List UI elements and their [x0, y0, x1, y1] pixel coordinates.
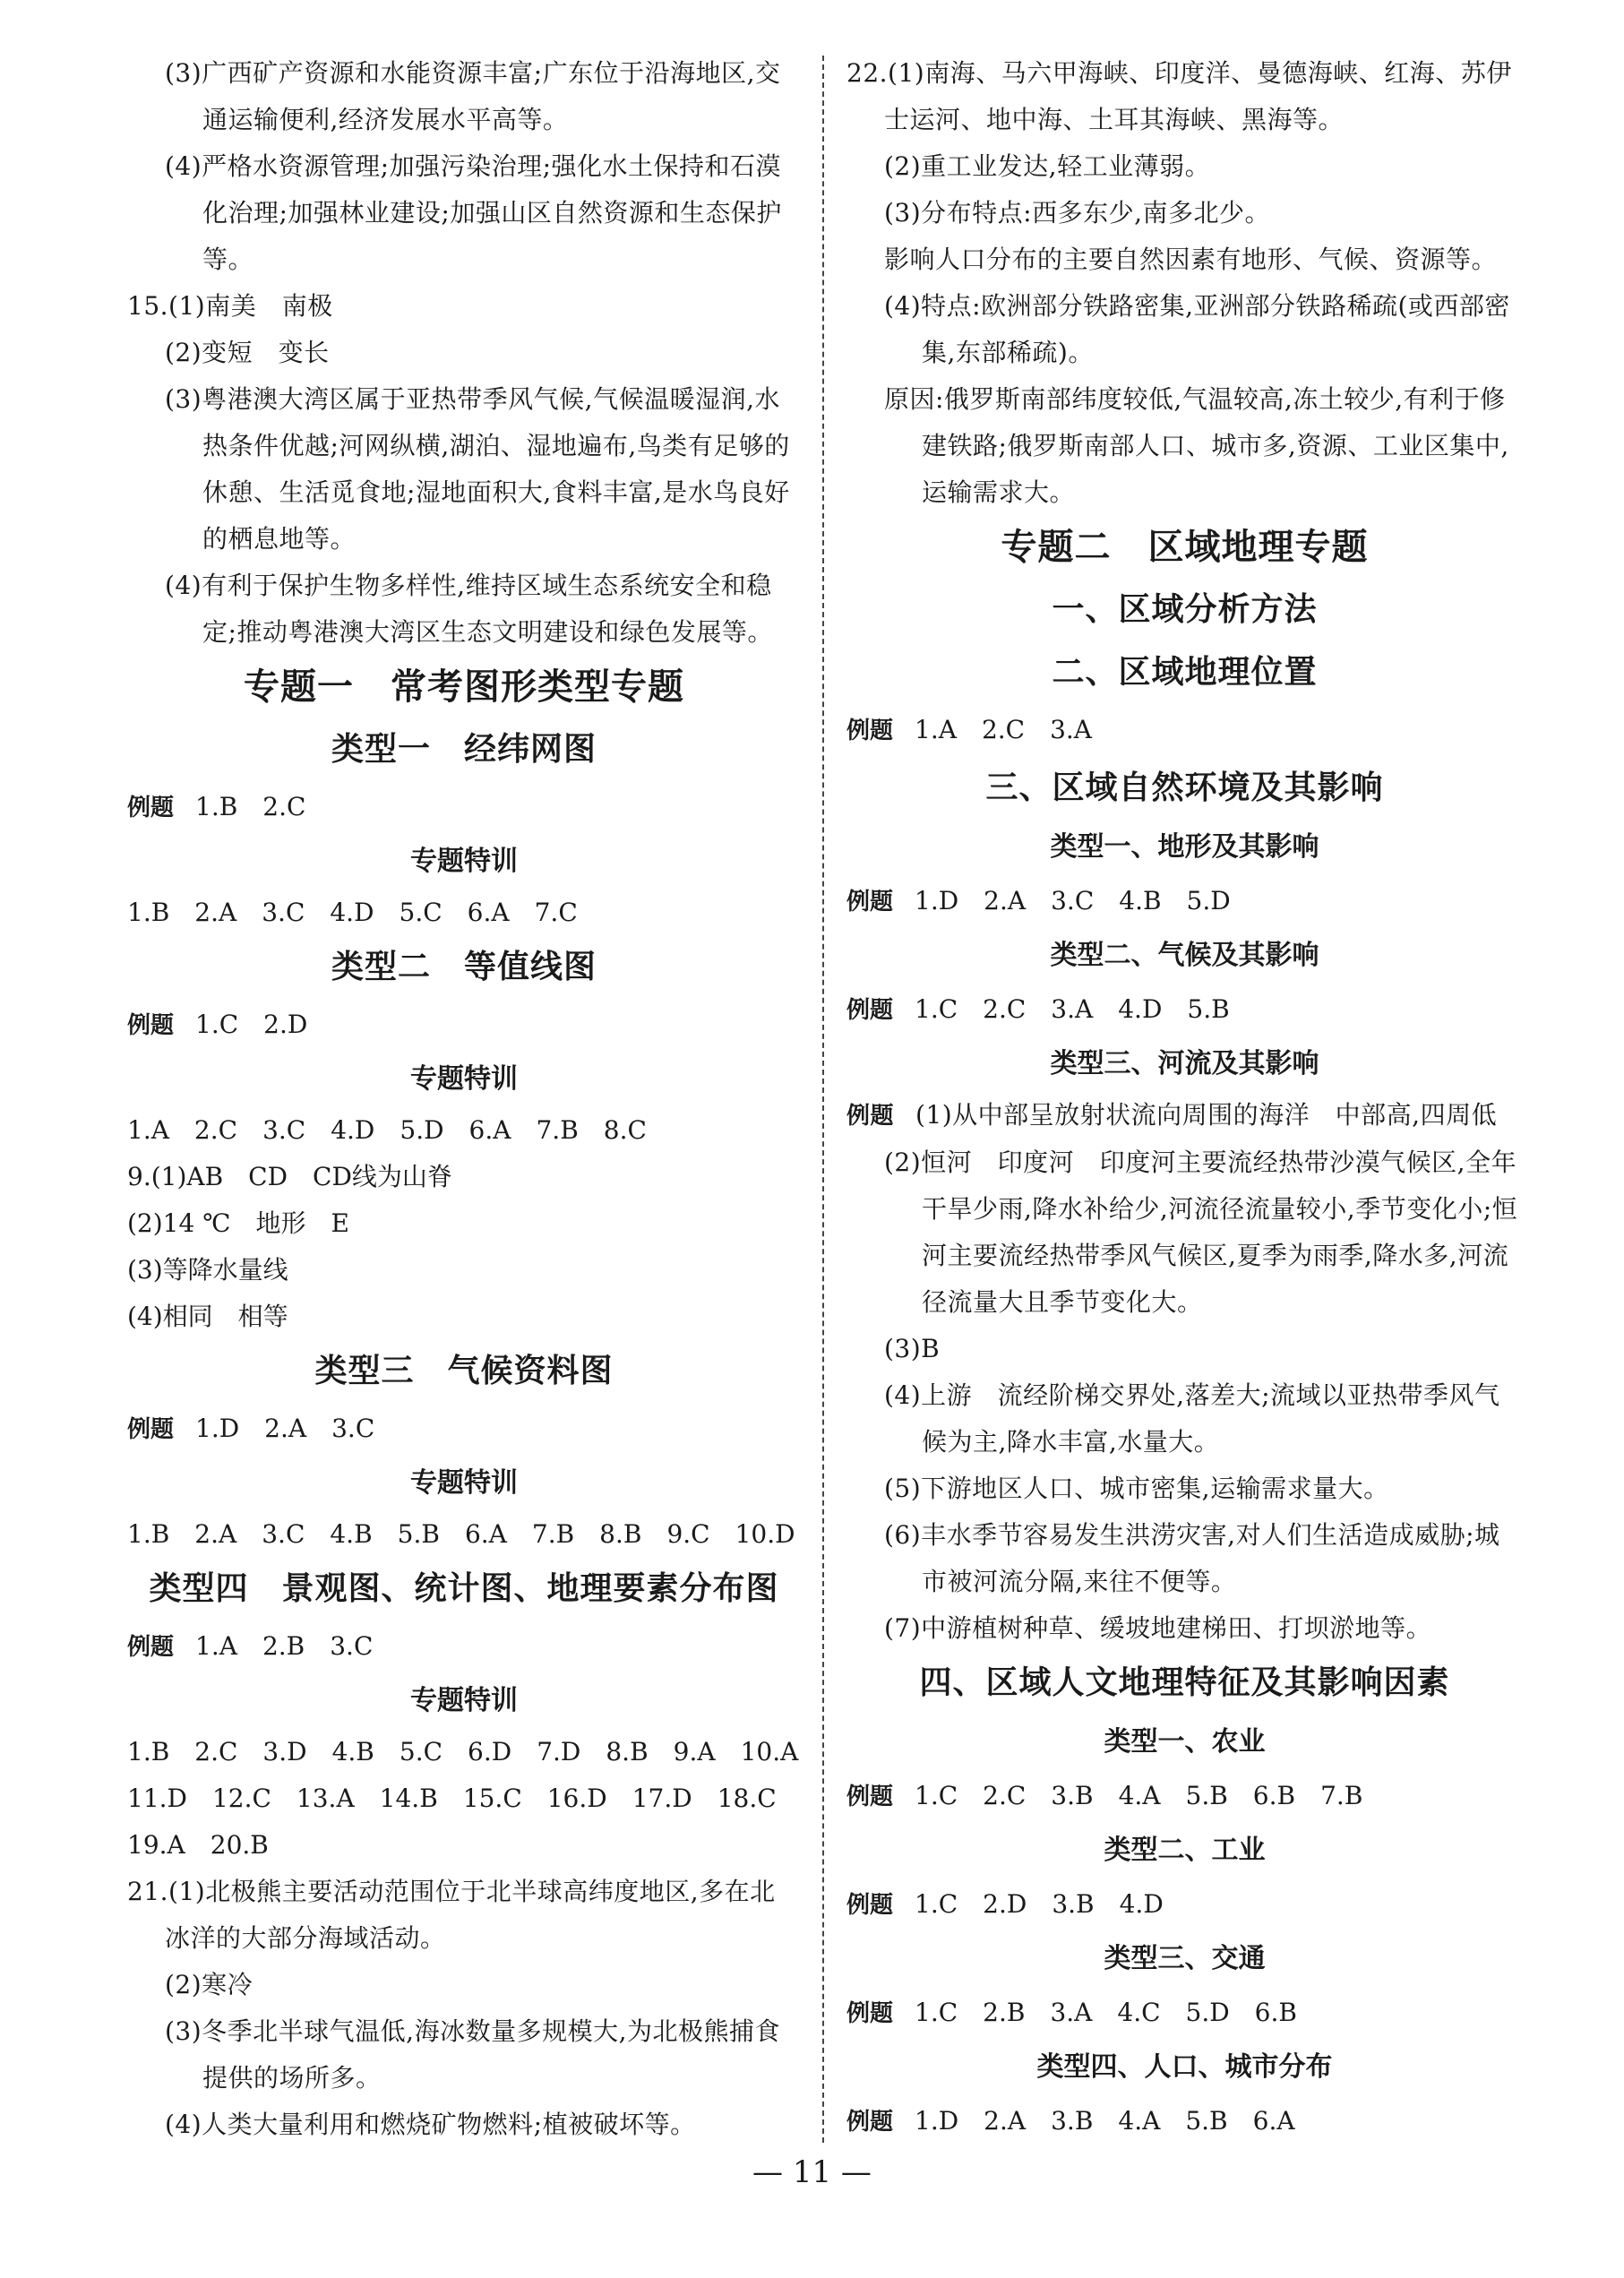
section4-type1-example: 例题 1.C 2.C 3.B 4.A 5.B 6.B 7.B — [846, 1781, 1363, 1810]
type3-example: 例题 1.D 2.A 3.C — [127, 1414, 375, 1443]
type2-example: 例题 1.C 2.D — [127, 1010, 308, 1039]
section3-type2-example: 例题 1.C 2.C 3.A 4.D 5.B — [846, 994, 1230, 1024]
section2-example: 例题 1.A 2.C 3.A — [846, 715, 1093, 744]
section4-type2-title: 类型二、工业 — [1104, 1835, 1266, 1866]
q9-part1: 9.(1)AB CD CD线为山脊 — [127, 1162, 452, 1191]
example-label: 例题 — [846, 997, 894, 1024]
q22-part2: (2)重工业发达,轻工业薄弱。 — [884, 151, 1211, 181]
section4-type3-title: 类型三、交通 — [1104, 1943, 1266, 1974]
section3-type2-title: 类型二、气候及其影响 — [1050, 940, 1319, 971]
type4-train-title: 专题特训 — [410, 1685, 518, 1716]
river-example-part1: 例题 (1)从中部呈放射状流向周围的海洋 中部高,四周低 — [846, 1100, 1498, 1130]
type4-train-answers-3: 19.A 20.B — [127, 1830, 269, 1860]
section3-title: 三、区域自然环境及其影响 — [985, 769, 1384, 806]
example-label: 例题 — [127, 1012, 175, 1039]
river-example-part5: (5)下游地区人口、城市密集,运输需求量大。 — [884, 1474, 1389, 1503]
river-example-part3: (3)B — [884, 1334, 941, 1363]
example-label: 例题 — [846, 889, 894, 915]
section4-type4-title: 类型四、人口、城市分布 — [1036, 2051, 1333, 2083]
section4-title: 四、区域人文地理特征及其影响因素 — [919, 1664, 1450, 1701]
type4-train-answers-1: 1.B 2.C 3.D 4.B 5.C 6.D 7.D 8.B 9.A 10.A — [127, 1737, 799, 1767]
type2-train-title: 专题特训 — [410, 1063, 518, 1095]
river-example-part4: (4)上游 流经阶梯交界处,落差大;流域以亚热带季风气候为主,降水丰富,水量大。 — [884, 1380, 1500, 1457]
topic1-title: 专题一 常考图形类型专题 — [244, 666, 684, 708]
example-label: 例题 — [127, 795, 175, 821]
section3-type1-example: 例题 1.D 2.A 3.C 4.B 5.D — [846, 886, 1231, 915]
river-example-part2: (2)恒河 印度河 印度河主要流经热带沙漠气候区,全年干旱少雨,降水补给少,河流径流量较小,季节变化小;恒河主要流经热带季风气候区,夏季为雨季,降水多,河流径流量大且季节变化大。 — [884, 1148, 1518, 1317]
q22-part3b: 影响人口分布的主要自然因素有地形、气候、资源等。 — [884, 245, 1498, 274]
example-label: 例题 — [846, 1892, 894, 1919]
type4-train-answers-2: 11.D 12.C 13.A 14.B 15.C 16.D 17.D 18.C — [127, 1784, 777, 1813]
example-label: 例题 — [846, 2109, 894, 2136]
type2-title: 类型二 等值线图 — [331, 949, 597, 985]
example-label: 例题 — [127, 1416, 175, 1443]
q15-part4: (4)有利于保护生物多样性,维持区域生态系统安全和稳定;推动粤港澳大湾区生态文明建设和绿色发展等。 — [165, 571, 773, 647]
right-column — [846, 50, 1523, 2148]
q14-part4: (4)严格水资源管理;加强污染治理;强化水土保持和石漠化治理;加强林业建设;加强山区自然资源和生态保护等。 — [165, 151, 782, 274]
q9-part3: (3)等降水量线 — [127, 1255, 288, 1285]
q14-part3: (3)广西矿产资源和水能资源丰富;广东位于沿海地区,交通运输便利,经济发展水平高等。 — [165, 58, 781, 134]
q21-part3: (3)冬季北半球气温低,海冰数量多规模大,为北极熊捕食提供的场所多。 — [165, 2016, 780, 2093]
section2-title: 二、区域地理位置 — [1052, 654, 1318, 691]
section4-type3-example: 例题 1.C 2.B 3.A 4.C 5.D 6.B — [846, 1998, 1297, 2027]
q9-part4: (4)相同 相等 — [127, 1302, 288, 1331]
type2-train-answers: 1.A 2.C 3.C 4.D 5.D 6.A 7.B 8.C — [127, 1115, 647, 1145]
section4-type1-title: 类型一、农业 — [1104, 1726, 1266, 1758]
q15-part1: 15.(1)南美 南极 — [127, 291, 333, 321]
q22-part4b: 原因:俄罗斯南部纬度较低,气温较高,冻土较少,有利于修建铁路;俄罗斯南部人口、城市多,资源、工业区集中,运输需求大。 — [884, 384, 1509, 507]
type3-train-answers: 1.B 2.A 3.C 4.B 5.B 6.A 7.B 8.B 9.C 10.D — [127, 1519, 795, 1549]
river-example-part6: (6)丰水季节容易发生洪涝灾害,对人们生活造成威胁;城市被河流分隔,来往不便等。 — [884, 1520, 1500, 1596]
topic2-title: 专题二 区域地理专题 — [1001, 527, 1369, 568]
left-column — [127, 50, 801, 2148]
type4-title: 类型四 景观图、统计图、地理要素分布图 — [149, 1570, 779, 1607]
section3-type3-title: 类型三、河流及其影响 — [1050, 1048, 1319, 1079]
example-label: 例题 — [846, 1784, 894, 1810]
river-example-part7: (7)中游植树种草、缓坡地建梯田、打坝淤地等。 — [884, 1613, 1432, 1643]
example-label: 例题 — [846, 1103, 895, 1130]
type4-example: 例题 1.A 2.B 3.C — [127, 1631, 374, 1661]
type3-title: 类型三 气候资料图 — [314, 1353, 614, 1389]
example-label: 例题 — [846, 2000, 894, 2027]
q21-part4: (4)人类大量利用和燃烧矿物燃料;植被破坏等。 — [165, 2110, 696, 2139]
type1-train-title: 专题特训 — [410, 846, 518, 877]
q22-part4a: (4)特点:欧洲部分铁路密集,亚洲部分铁路稀疏(或西部密集,东部稀疏)。 — [884, 291, 1510, 367]
type1-train-answers: 1.B 2.A 3.C 4.D 5.C 6.A 7.C — [127, 898, 578, 927]
section4-type2-example: 例题 1.C 2.D 3.B 4.D — [846, 1889, 1164, 1919]
q21-part2: (2)寒冷 — [165, 1970, 253, 1999]
q22-part1: 22.(1)南海、马六甲海峡、印度洋、曼德海峡、红海、苏伊士运河、地中海、土耳其海峡、黑海等。 — [846, 58, 1512, 134]
column-divider — [822, 56, 824, 2143]
section4-type4-example: 例题 1.D 2.A 3.B 4.A 5.B 6.A — [846, 2106, 1295, 2136]
type3-train-title: 专题特训 — [410, 1467, 518, 1499]
example-label: 例题 — [127, 1634, 175, 1661]
type1-example: 例题 1.B 2.C — [127, 792, 306, 821]
q15-part3: (3)粤港澳大湾区属于亚热带季风气候,气候温暖湿润,水热条件优越;河网纵横,湖泊、湿地遍布,鸟类有足够的休憩、生活觅食地;湿地面积大,食料丰富,是水鸟良好的栖息地等。 — [165, 384, 790, 554]
section3-type1-title: 类型一、地形及其影响 — [1050, 831, 1319, 863]
q9-part2: (2)14 ℃ 地形 E — [127, 1208, 349, 1238]
q22-part3a: (3)分布特点:西多东少,南多北少。 — [884, 198, 1270, 228]
page-number: — 11 — — [752, 2154, 872, 2190]
q15-part2: (2)变短 变长 — [165, 338, 330, 367]
q21-part1: 21.(1)北极熊主要活动范围位于北半球高纬度地区,多在北冰洋的大部分海域活动。 — [127, 1877, 776, 1953]
type1-title: 类型一 经纬网图 — [331, 731, 597, 768]
section1-title: 一、区域分析方法 — [1052, 591, 1318, 628]
example-label: 例题 — [846, 718, 894, 744]
